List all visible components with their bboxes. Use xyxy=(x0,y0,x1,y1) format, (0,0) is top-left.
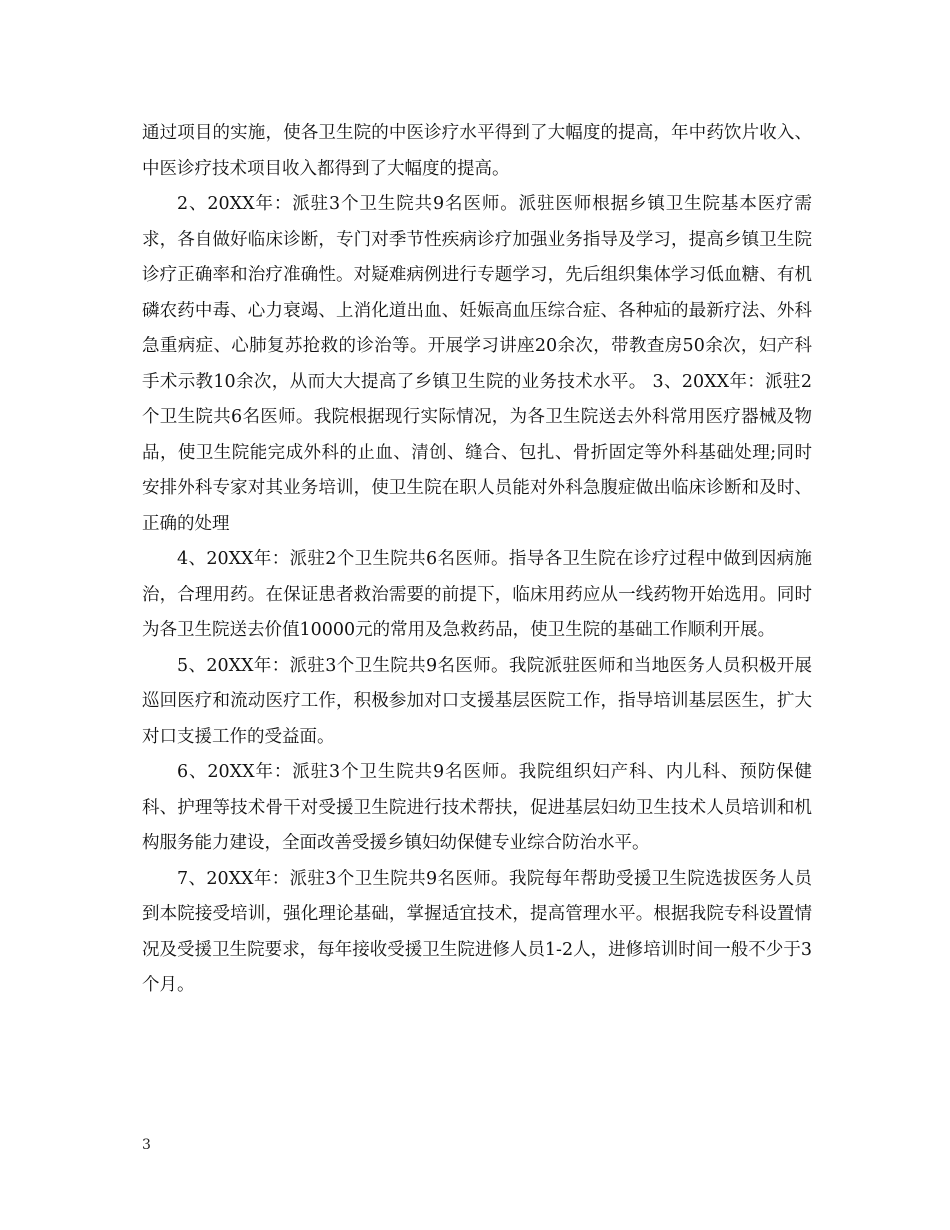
paragraph-item-4: 4、20XX年：派驻2个卫生院共6名医师。指导各卫生院在诊疗过程中做到因病施治，合理用药。在保证患者救治需要的前提下，临床用药应从一线药物开始选用。同时为各卫生院送去价值10000元的常用及急救药品，使卫生院的基础工作顺利开展。 xyxy=(142,549,812,640)
paragraph-item-7: 7、20XX年：派驻3个卫生院共9名医师。我院每年帮助受援卫生院选拔医务人员到本院接受培训，强化理论基础，掌握适宜技术，提高管理水平。根据我院专科设置情况及受援卫生院要求，每年接收受援卫生院进修人员1-2人，进修培训时间一般不少于3个月。 xyxy=(142,868,812,995)
paragraph-item-5: 5、20XX年：派驻3个卫生院共9名医师。我院派驻医师和当地医务人员积极开展巡回医疗和流动医疗工作，积极参加对口支援基层医院工作，指导培训基层医生，扩大对口支援工作的受益面。 xyxy=(142,655,812,747)
paragraph-continuation: 通过项目的实施，使各卫生院的中医诊疗水平得到了大幅度的提高，年中药饮片收入、中医诊疗技术项目收入都得到了大幅度的提高。 xyxy=(142,123,812,179)
page-number: 3 xyxy=(142,1137,151,1153)
paragraph-item-6: 6、20XX年：派驻3个卫生院共9名医师。我院组织妇产科、内儿科、预防保健科、护理等技术骨干对受援卫生院进行技术帮扶，促进基层妇幼卫生技术人员培训和机构服务能力建设，全面改善受援乡镇妇幼保健专业综合防治水平。 xyxy=(142,762,812,853)
paragraph-item-2-3: 2、20XX年：派驻3个卫生院共9名医师。派驻医师根据乡镇卫生院基本医疗需求，各自做好临床诊断，专门对季节性疾病诊疗加强业务指导及学习，提高乡镇卫生院诊疗正确率和治疗准确性。对疑难病例进行专题学习，先后组织集体学习低血糖、有机磷农药中毒、心力衰竭、上消化道出血、妊娠高血压综合症、各种疝的最新疗法、外科急重病症、心肺复苏抢救的诊治等。开展学习讲座20余次，带教查房50余次，妇产科手术示教10余次，从而大大提高了乡镇卫生院的业务技术水平。 3、20XX年：派驻2个卫生院共6名医师。我院根据现行实际情况，为各卫生院送去外科常用医疗器械及物品，使卫生院能完成外科的止血、清创、缝合、包扎、骨折固定等外科基础处理;同时安排外科专家对其业务培训，使卫生院在职人员能对外科急腹症做出临床诊断和及时、正确的处理 xyxy=(142,194,812,534)
document-body xyxy=(142,116,812,1004)
